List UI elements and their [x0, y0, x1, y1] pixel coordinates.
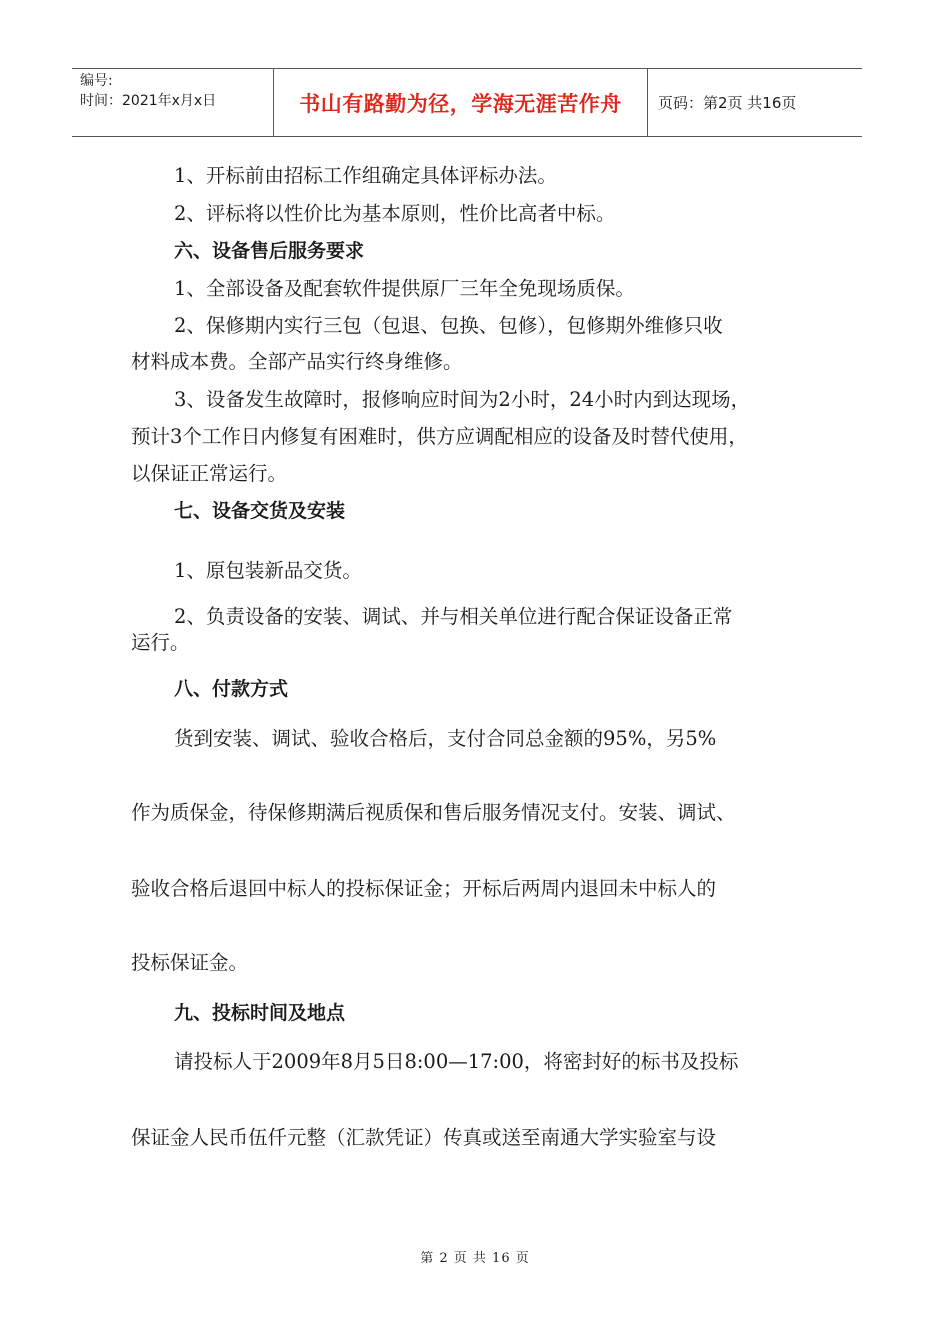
paragraph-line: 1、全部设备及配套软件提供原厂三年全免现场质保。 — [174, 277, 635, 300]
header-page-info: 页码：第2页 共16页 — [658, 94, 797, 112]
page-footer: 第 2 页 共 16 页 — [420, 1251, 530, 1266]
paragraph-line: 1、原包装新品交货。 — [174, 559, 362, 582]
paragraph-line: 投标保证金。 — [131, 951, 249, 974]
paragraph-line: 保证金人民币伍仟元整（汇款凭证）传真或送至南通大学实验室与设 — [131, 1126, 717, 1149]
paragraph-line: 运行。 — [131, 631, 190, 654]
time-label: 时间：2021年x月x日 — [80, 93, 217, 109]
paragraph-line: 2、评标将以性价比为基本原则，性价比高者中标。 — [174, 202, 616, 225]
paragraph-line: 1、开标前由招标工作组确定具体评标办法。 — [174, 164, 557, 187]
paragraph-line: 3、设备发生故障时，报修响应时间为2小时，24小时内到达现场， — [174, 388, 751, 411]
paragraph-line: 货到安装、调试、验收合格后，支付合同总金额的95%，另5% — [174, 727, 717, 750]
paragraph-line: 材料成本费。全部产品实行终身维修。 — [131, 350, 463, 373]
paragraph-line: 验收合格后退回中标人的投标保证金；开标后两周内退回未中标人的 — [131, 877, 717, 900]
paragraph-line: 2、负责设备的安装、调试、并与相关单位进行配合保证设备正常 — [174, 605, 733, 628]
header-motto: 书山有路勤为径，学海无涯苦作舟 — [299, 91, 622, 116]
number-label: 编号: — [80, 73, 113, 89]
paragraph-line: 预计3个工作日内修复有困难时，供方应调配相应的设备及时替代使用， — [131, 425, 748, 448]
section-heading-8: 八、付款方式 — [174, 678, 289, 700]
paragraph-line: 请投标人于2009年8月5日8:00—17:00，将密封好的标书及投标 — [174, 1050, 739, 1073]
header-meta — [72, 69, 274, 136]
header-table — [72, 68, 862, 137]
paragraph-line: 以保证正常运行。 — [131, 462, 288, 485]
section-heading-9: 九、投标时间及地点 — [174, 1002, 346, 1024]
section-heading-7: 七、设备交货及安装 — [174, 500, 346, 522]
paragraph-line: 2、保修期内实行三包（包退、包换、包修），包修期外维修只收 — [174, 314, 723, 337]
header-motto-cell — [274, 69, 648, 136]
paragraph-line: 作为质保金，待保修期满后视质保和售后服务情况支付。安装、调试、 — [131, 801, 736, 824]
section-heading-6: 六、设备售后服务要求 — [174, 240, 365, 262]
